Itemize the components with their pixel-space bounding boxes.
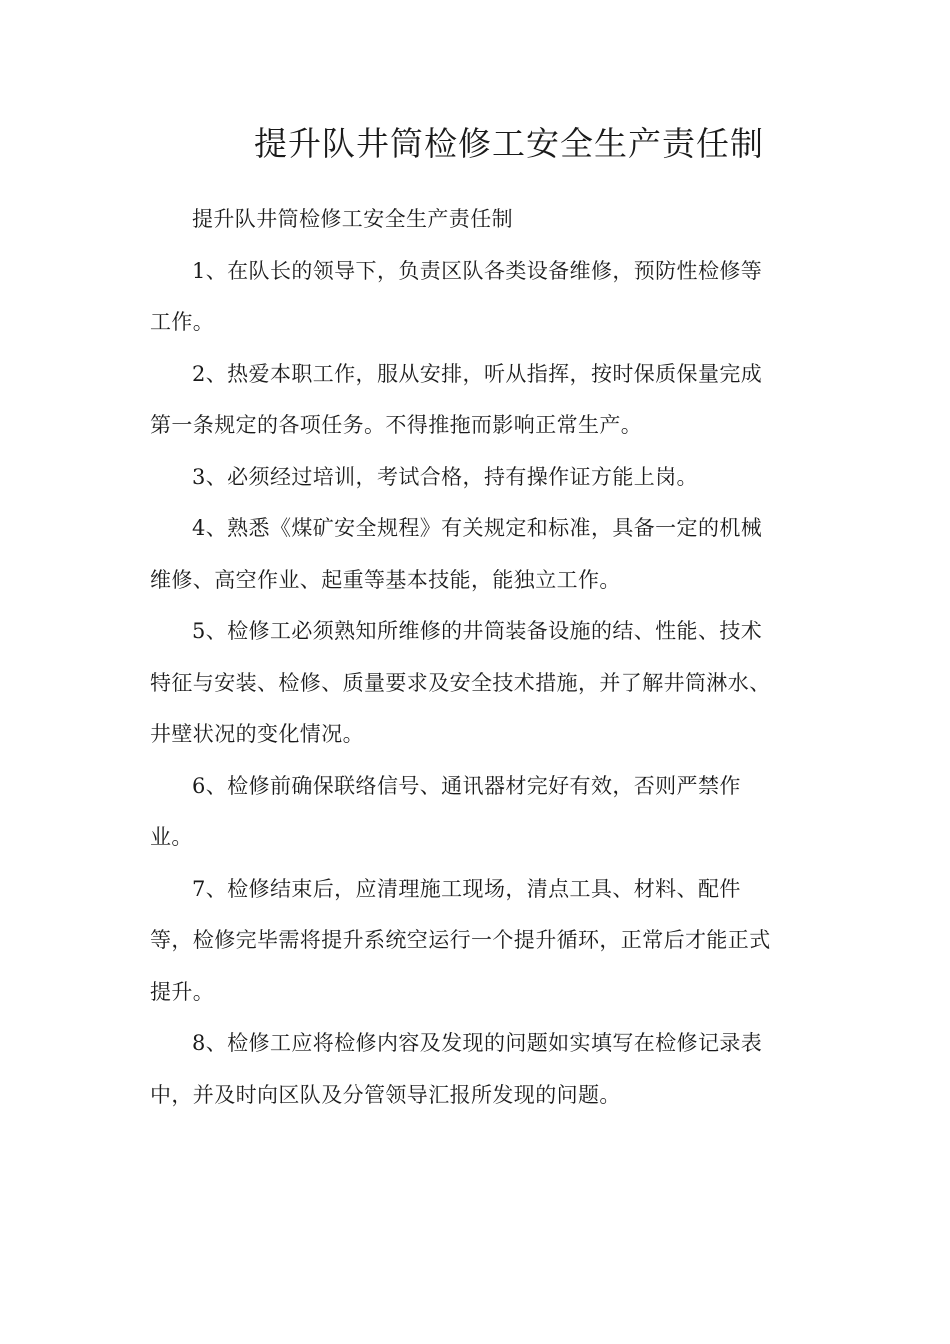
clause-3	[150, 452, 798, 504]
clause-4	[150, 503, 798, 606]
clause-2	[150, 349, 798, 452]
clause-line: 提升。	[150, 979, 215, 1004]
clause-line: 1、在队长的领导下，负责区队各类设备维修，预防性检修等	[192, 258, 763, 283]
clause-line: 7、检修结束后，应清理施工现场，清点工具、材料、配件	[192, 876, 741, 901]
clause-7	[150, 864, 798, 1019]
clause-1	[150, 246, 798, 349]
clause-line: 特征与安装、检修、质量要求及安全技术措施，并了解井筒淋水、	[150, 670, 771, 695]
clause-line: 等，检修完毕需将提升系统空运行一个提升循环，正常后才能正式	[150, 928, 771, 952]
document-body	[150, 194, 798, 1121]
clause-8	[150, 1018, 798, 1121]
clause-line: 2、热爱本职工作，服从安排，听从指挥，按时保质保量完成	[192, 361, 763, 386]
clause-6	[150, 761, 798, 864]
clause-line: 工作。	[150, 310, 215, 334]
clause-line: 维修、高空作业、起重等基本技能，能独立工作。	[150, 567, 621, 592]
clause-line: 中，并及时向区队及分管领导汇报所发现的问题。	[150, 1082, 621, 1107]
clause-line: 4、熟悉《煤矿安全规程》有关规定和标准，具备一定的机械	[192, 516, 763, 540]
document-title: 提升队井筒检修工安全生产责任制	[254, 124, 764, 163]
clause-line: 第一条规定的各项任务。不得推拖而影响正常生产。	[150, 413, 643, 437]
clause-5	[150, 606, 798, 761]
clause-line: 业。	[150, 825, 193, 849]
document-subtitle: 提升队井筒检修工安全生产责任制	[192, 207, 513, 231]
clause-line: 井壁状况的变化情况。	[150, 722, 364, 746]
clause-line: 8、检修工应将检修内容及发现的问题如实填写在检修记录表	[192, 1031, 763, 1055]
clause-line: 3、必须经过培训，考试合格，持有操作证方能上岗。	[192, 464, 698, 489]
clause-line: 6、检修前确保联络信号、通讯器材完好有效，否则严禁作	[192, 773, 741, 798]
clause-line: 5、检修工必须熟知所维修的井筒装备设施的结、性能、技术	[192, 619, 763, 643]
